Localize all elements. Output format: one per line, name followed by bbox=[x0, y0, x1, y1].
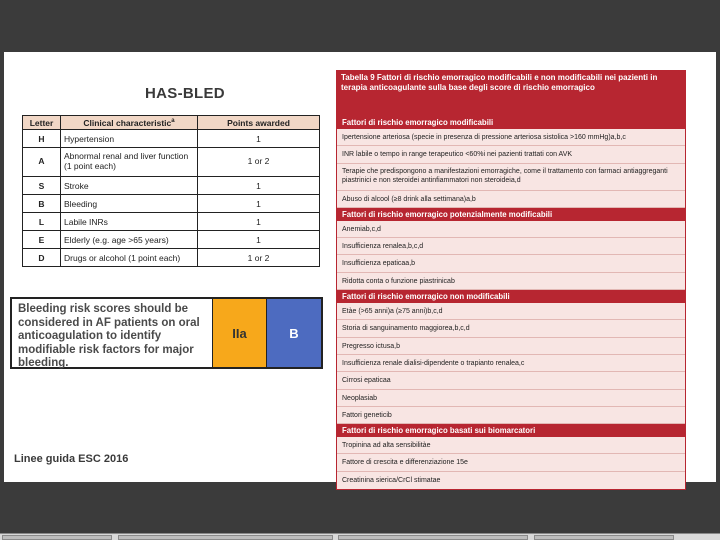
bleeding-risk-table bbox=[336, 70, 686, 490]
row-points: 1 or 2 bbox=[198, 249, 320, 267]
table-row bbox=[23, 130, 320, 148]
slide bbox=[4, 52, 716, 482]
row-letter: D bbox=[23, 249, 61, 267]
row-points: 1 bbox=[198, 231, 320, 249]
table-row bbox=[23, 213, 320, 231]
strip-segment bbox=[534, 535, 674, 540]
header-points-awarded: Points awarded bbox=[198, 116, 320, 130]
row-points: 1 or 2 bbox=[198, 148, 320, 177]
list-item: Ipertensione arteriosa (specie in presenza di pressione arteriosa sistolica >160 mmHg)a,b,c bbox=[337, 129, 685, 146]
row-letter: S bbox=[23, 177, 61, 195]
list-item: Fattori geneticib bbox=[337, 407, 685, 424]
section-header: Fattori di rischio emorragico modificabili bbox=[337, 116, 685, 129]
list-item: Insufficienza epaticaa,b bbox=[337, 255, 685, 272]
list-item: Storia di sanguinamento maggiorea,b,c,d bbox=[337, 320, 685, 337]
list-item: Fattore di crescita e differenziazione 15e bbox=[337, 454, 685, 471]
list-item: Anemiab,c,d bbox=[337, 221, 685, 238]
list-item: Neoplasiab bbox=[337, 390, 685, 407]
strip-segment bbox=[118, 535, 333, 540]
table-row bbox=[23, 231, 320, 249]
table-row bbox=[23, 177, 320, 195]
recommendation-text: Bleeding risk scores should be considered in AF patients on oral anticoagulation to identify modifiable risk factors for major bleeding. bbox=[12, 299, 212, 367]
row-characteristic: Labile INRs bbox=[61, 213, 198, 231]
header-clinical-characteristic: Clinical characteristic$^a$ bbox=[61, 116, 198, 130]
list-item: Abuso di alcool (≥8 drink alla settimana)a,b bbox=[337, 191, 685, 208]
strip-segment bbox=[2, 535, 112, 540]
section-header: Fattori di rischio emorragico basati sui biomarcatori bbox=[337, 424, 685, 437]
row-letter: E bbox=[23, 231, 61, 249]
row-points: 1 bbox=[198, 177, 320, 195]
row-characteristic: Bleeding bbox=[61, 195, 198, 213]
table-row bbox=[23, 148, 320, 177]
has-bled-title: HAS-BLED bbox=[145, 85, 225, 102]
row-letter: A bbox=[23, 148, 61, 177]
table-row bbox=[23, 249, 320, 267]
list-item: Etàe (>65 anni)a (≥75 anni)b,c,d bbox=[337, 303, 685, 320]
row-characteristic: Elderly (e.g. age >65 years) bbox=[61, 231, 198, 249]
row-characteristic: Abnormal renal and liver function (1 point each) bbox=[61, 148, 198, 177]
row-letter: H bbox=[23, 130, 61, 148]
has-bled-table bbox=[22, 115, 320, 267]
header-letter: Letter bbox=[23, 116, 61, 130]
table-row bbox=[23, 195, 320, 213]
strip-segment bbox=[338, 535, 528, 540]
list-item: Cirrosi epaticaa bbox=[337, 372, 685, 389]
row-points: 1 bbox=[198, 195, 320, 213]
list-item: INR labile o tempo in range terapeutico <60%i nei pazienti trattati con AVK bbox=[337, 146, 685, 163]
list-item: Terapie che predispongono a manifestazioni emorragiche, come il trattamento con farmaci antiaggreganti piastrinici e non steroidei antinfiammatori non steroideia,d bbox=[337, 164, 685, 191]
table-caption: Tabella 9 Fattori di rischio emorragico modificabili e non modificabili nei pazienti in terapia anticoagulante sulla base degli score di rischio emorragico bbox=[337, 71, 685, 116]
list-item: Insufficienza renale dialisi-dipendente o trapianto renalea,c bbox=[337, 355, 685, 372]
recommendation-box bbox=[10, 297, 323, 369]
list-item: Ridotta conta o funzione piastrinicab bbox=[337, 273, 685, 290]
row-letter: L bbox=[23, 213, 61, 231]
row-points: 1 bbox=[198, 130, 320, 148]
list-item: Tropinina ad alta sensibilitàe bbox=[337, 437, 685, 454]
has-bled-header-row bbox=[23, 116, 320, 130]
bottom-scrollbar[interactable] bbox=[0, 533, 720, 540]
list-item: Insufficienza renalea,b,c,d bbox=[337, 238, 685, 255]
row-characteristic: Drugs or alcohol (1 point each) bbox=[61, 249, 198, 267]
list-item: Pregresso ictusa,b bbox=[337, 338, 685, 355]
list-item: Creatinina sierica/CrCl stimatae bbox=[337, 472, 685, 489]
row-characteristic: Hypertension bbox=[61, 130, 198, 148]
recommendation-class: IIa bbox=[212, 299, 266, 367]
row-characteristic: Stroke bbox=[61, 177, 198, 195]
row-points: 1 bbox=[198, 213, 320, 231]
section-header: Fattori di rischio emorragico potenzialmente modificabili bbox=[337, 208, 685, 221]
row-letter: B bbox=[23, 195, 61, 213]
recommendation-level: B bbox=[266, 299, 321, 367]
section-header: Fattori di rischio emorragico non modificabili bbox=[337, 290, 685, 303]
source-caption: Linee guida ESC 2016 bbox=[14, 453, 129, 465]
